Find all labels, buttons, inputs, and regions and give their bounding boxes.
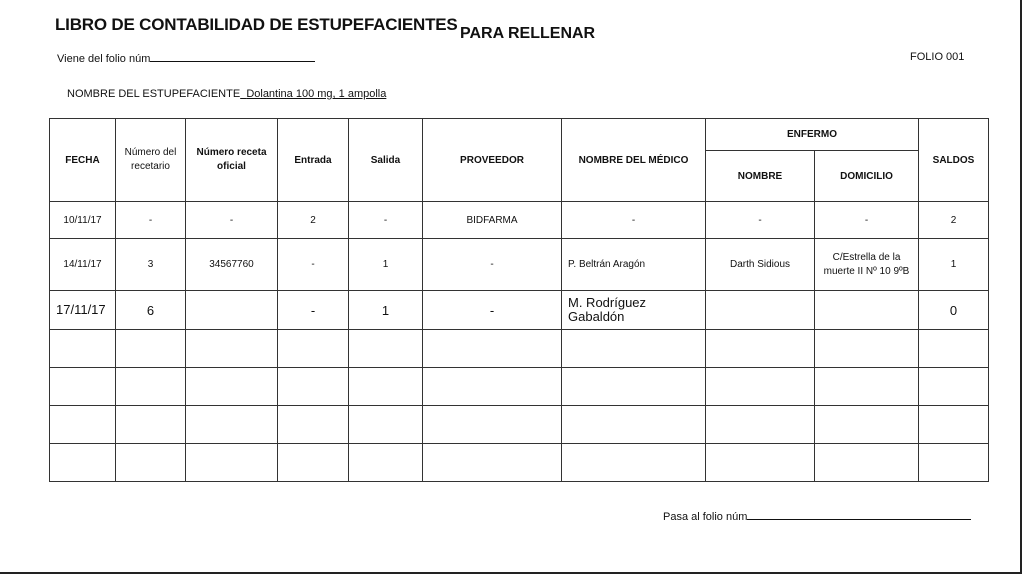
empty-row: [50, 406, 989, 444]
empty-cell[interactable]: [562, 406, 706, 444]
empty-cell[interactable]: [349, 368, 423, 406]
empty-cell[interactable]: [423, 444, 562, 482]
empty-cell[interactable]: [706, 330, 815, 368]
pasa-folio-label: Pasa al folio núm: [663, 511, 748, 523]
empty-cell[interactable]: [278, 368, 349, 406]
drug-name-value: Dolantina 100 mg, 1 ampolla: [246, 88, 387, 100]
empty-cell[interactable]: [50, 406, 116, 444]
empty-cell[interactable]: [186, 368, 278, 406]
cell-saldo[interactable]: 1: [919, 239, 989, 291]
empty-cell[interactable]: [919, 330, 989, 368]
empty-cell[interactable]: [815, 444, 919, 482]
cell-receta[interactable]: [186, 291, 278, 330]
col-header-saldos: SALDOS: [919, 119, 989, 202]
col-header-numero-receta: Número receta oficial: [186, 119, 278, 202]
cell-entrada[interactable]: -: [278, 239, 349, 291]
col-header-entrada: Entrada: [278, 119, 349, 202]
cell-entrada[interactable]: 2: [278, 202, 349, 239]
cell-medico[interactable]: -: [562, 202, 706, 239]
empty-cell[interactable]: [562, 330, 706, 368]
cell-domicilio[interactable]: [815, 291, 919, 330]
empty-cell[interactable]: [423, 368, 562, 406]
cell-proveedor[interactable]: -: [423, 291, 562, 330]
empty-cell[interactable]: [186, 330, 278, 368]
table-row: [50, 291, 989, 330]
empty-cell[interactable]: [562, 368, 706, 406]
empty-cell[interactable]: [278, 330, 349, 368]
cell-recetario[interactable]: -: [116, 202, 186, 239]
empty-cell[interactable]: [116, 330, 186, 368]
empty-cell[interactable]: [423, 330, 562, 368]
empty-cell[interactable]: [116, 368, 186, 406]
table-row: [50, 202, 989, 239]
empty-cell[interactable]: [116, 406, 186, 444]
viene-folio-label: Viene del folio núm: [57, 53, 151, 65]
cell-salida[interactable]: 1: [349, 291, 423, 330]
col-header-medico: NOMBRE DEL MÉDICO: [562, 119, 706, 202]
cell-fecha[interactable]: 14/11/17: [50, 239, 116, 291]
ledger-table: [49, 118, 989, 482]
pasa-folio-line: [663, 508, 971, 523]
cell-nombre[interactable]: Darth Sidious: [706, 239, 815, 291]
empty-cell[interactable]: [50, 368, 116, 406]
empty-cell[interactable]: [706, 406, 815, 444]
col-header-proveedor: PROVEEDOR: [423, 119, 562, 202]
drug-name-label: NOMBRE DEL ESTUPEFACIENTE: [67, 88, 241, 100]
empty-cell[interactable]: [349, 330, 423, 368]
empty-cell[interactable]: [815, 330, 919, 368]
empty-cell[interactable]: [50, 444, 116, 482]
table-row: [50, 239, 989, 291]
empty-cell[interactable]: [186, 406, 278, 444]
empty-cell[interactable]: [706, 444, 815, 482]
empty-cell[interactable]: [423, 406, 562, 444]
empty-cell[interactable]: [186, 444, 278, 482]
empty-cell[interactable]: [562, 444, 706, 482]
col-header-nombre: NOMBRE: [706, 151, 815, 202]
cell-fecha[interactable]: 10/11/17: [50, 202, 116, 239]
empty-cell[interactable]: [919, 444, 989, 482]
cell-fecha[interactable]: 17/11/17: [50, 291, 116, 330]
empty-row: [50, 444, 989, 482]
folio-number: FOLIO 001: [910, 51, 965, 63]
document-subtitle: PARA RELLENAR: [460, 25, 596, 42]
cell-entrada[interactable]: -: [278, 291, 349, 330]
col-header-domicilio: DOMICILIO: [815, 151, 919, 202]
cell-nombre[interactable]: -: [706, 202, 815, 239]
empty-cell[interactable]: [815, 406, 919, 444]
pasa-folio-field[interactable]: [747, 508, 971, 520]
empty-cell[interactable]: [116, 444, 186, 482]
empty-cell[interactable]: [50, 330, 116, 368]
header-row-top: [50, 119, 989, 151]
cell-saldo[interactable]: 0: [919, 291, 989, 330]
empty-row: [50, 368, 989, 406]
cell-nombre[interactable]: [706, 291, 815, 330]
cell-domicilio[interactable]: C/Estrella de la muerte II Nº 10 9ºB: [815, 239, 919, 291]
cell-receta[interactable]: 34567760: [186, 239, 278, 291]
cell-recetario[interactable]: 6: [116, 291, 186, 330]
empty-cell[interactable]: [919, 368, 989, 406]
empty-cell[interactable]: [349, 444, 423, 482]
cell-domicilio[interactable]: -: [815, 202, 919, 239]
cell-proveedor[interactable]: -: [423, 239, 562, 291]
document-title: LIBRO DE CONTABILIDAD DE ESTUPEFACIENTES: [55, 15, 458, 34]
col-header-numero-recetario: Número del recetario: [116, 119, 186, 202]
cell-receta[interactable]: -: [186, 202, 278, 239]
viene-folio-line: [57, 50, 315, 65]
viene-folio-field[interactable]: [150, 50, 315, 62]
empty-cell[interactable]: [706, 368, 815, 406]
cell-saldo[interactable]: 2: [919, 202, 989, 239]
cell-recetario[interactable]: 3: [116, 239, 186, 291]
empty-cell[interactable]: [919, 406, 989, 444]
empty-cell[interactable]: [278, 444, 349, 482]
cell-proveedor[interactable]: BIDFARMA: [423, 202, 562, 239]
empty-cell[interactable]: [278, 406, 349, 444]
drug-name-line: [67, 88, 386, 100]
empty-row: [50, 330, 989, 368]
empty-cell[interactable]: [815, 368, 919, 406]
cell-salida[interactable]: -: [349, 202, 423, 239]
cell-medico[interactable]: P. Beltrán Aragón: [562, 239, 706, 291]
empty-cell[interactable]: [349, 406, 423, 444]
col-header-fecha: FECHA: [50, 119, 116, 202]
cell-medico[interactable]: M. Rodríguez Gabaldón: [562, 291, 706, 330]
col-header-salida: Salida: [349, 119, 423, 202]
col-header-enfermo: ENFERMO: [706, 119, 919, 151]
cell-salida[interactable]: 1: [349, 239, 423, 291]
